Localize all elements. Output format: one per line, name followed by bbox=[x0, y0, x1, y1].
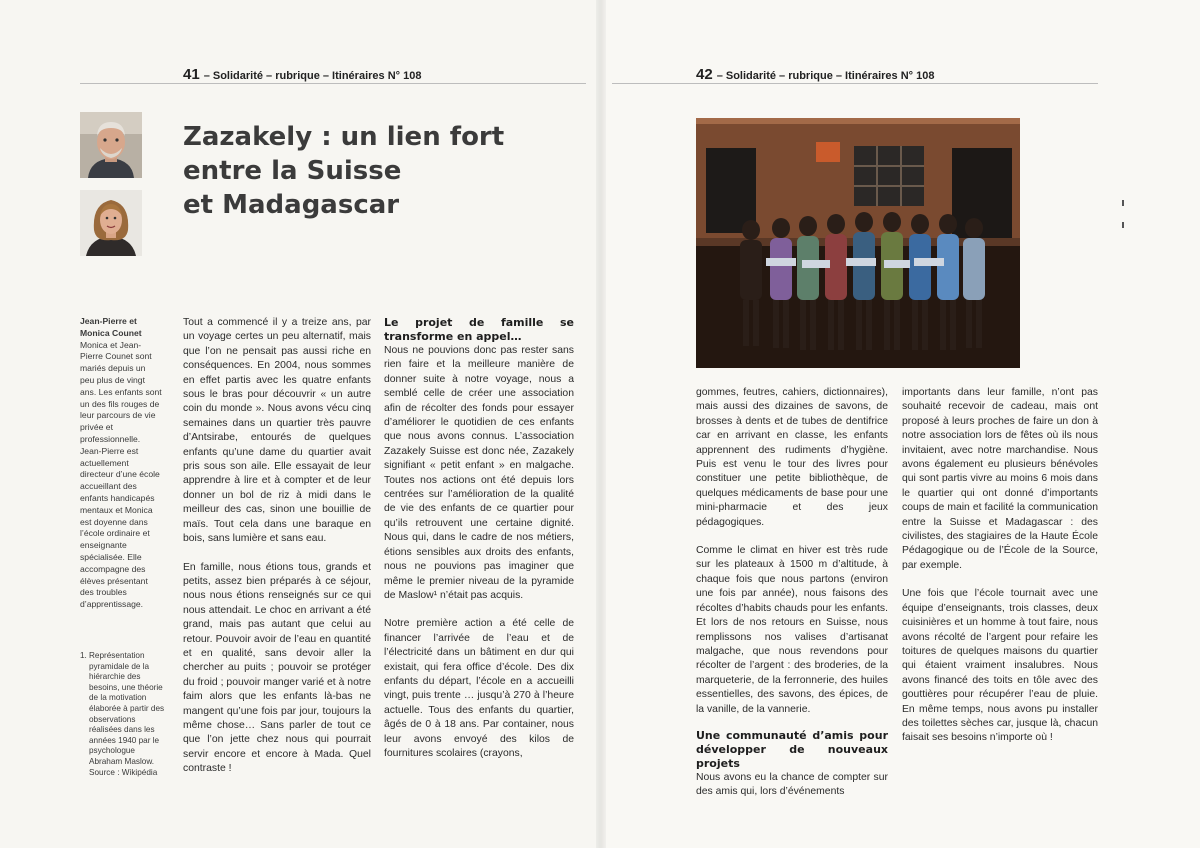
paragraph: Nous ne pouvions donc pas rester sans rien faire et la meilleure manière de donner suite à notre voyage, nous a semblé celle de créer une association afin de récolter des fonds pour essayer d’améliorer le quotidien de ces enfants que nous avons connus. L’association Zazakely Suisse est donc née, Zazakely signifiant « petit enfant » en malgache. Toutes nos actions ont été depuis lors centrées sur l’amélioration de la qualité de vie des enfants de ce quartier pour qu’ils retrouvent une certaine dignité. Nous qui, dans le cadre de nos métiers, étions sensibles aux droits des enfants, nous ne pouvions pas imaginer que même le premier niveau de la pyramide de Maslow¹ n’était pas acquis. bbox=[384, 345, 574, 601]
paragraph: gommes, feutres, cahiers, dictionnaires), mais aussi des dizaines de savons, de brosses à dents et de tubes de dentifrice car en arrivant en classe, les enfants apprennent des rudiments d’hygiène. Puis est venu le tour des livres pour constituer une petite bibliothèque, de quelques médicaments de base pour une mini-pharmacie et des jeux pédagogiques. bbox=[696, 387, 888, 528]
title-line-3: et Madagascar bbox=[183, 190, 400, 220]
running-head-right bbox=[696, 66, 934, 83]
footnote-text: Représentation pyramidale de la hiérarchie des besoins, une théorie de la motivation élaborée à partir des observations réalisées dans les années 1940 par le psychologue Abraham Maslow. Source : Wikipédia bbox=[89, 651, 165, 777]
section-heading-projet: Le projet de famille se transforme en appel… bbox=[384, 316, 574, 343]
paragraph: En famille, nous étions tous, grands et petits, assez bien préparés à ce séjour, nous nous étions renseignés sur ce qui nous attendait. Le choc en arrivant a été grand, mais pas autant que celui au retour. Pouvoir avoir de l’eau en quantité et en qualité, sans devoir aller la chercher au puits ; pouvoir se protéger du froid ; pouvoir manger varié et à notre faim alors que les enfants là-bas ne mangent qu’une fois par jour, toujours la même chose… Sans parler de tout ce que l’on jette chez nous qui pourrait servir encore et encore à Mada. Quel contraste ! bbox=[183, 561, 371, 775]
head-rule-right bbox=[612, 83, 1098, 84]
portrait-jean-pierre bbox=[80, 112, 142, 178]
title-line-2: entre la Suisse bbox=[183, 156, 402, 186]
column-4 bbox=[902, 386, 1098, 760]
footnote-number: 1. bbox=[80, 651, 87, 660]
edge-mark bbox=[1122, 200, 1124, 206]
footnote bbox=[80, 651, 166, 778]
paragraph: Nous avons eu la chance de compter sur des amis qui, lors d’événements bbox=[696, 771, 888, 798]
article-title bbox=[183, 120, 583, 222]
paragraph: Comme le climat en hiver est très rude sur les plateaux à 1500 m d’altitude, à chaque fois que nous partons (environ une fois par année), nous faisons des récoltes d’habits chauds pour les enfants. Et lors de nos retours en Suisse, nous remplissons nos valises d’artisanat malgache, que nous revendons pour récolter de l’argent : des broderies, de la marqueterie, de la ferronnerie, des huiles essentielles, des savons, des épices, de la vanille, de la vannerie. bbox=[696, 545, 888, 715]
author-names: Jean-Pierre et Monica Counet bbox=[80, 316, 142, 338]
children-photo bbox=[696, 118, 1020, 368]
column-3 bbox=[696, 386, 888, 814]
paragraph: Tout a commencé il y a treize ans, par un voyage certes un peu alternatif, mais que l’on ne pensait pas aussi riche en conséquences. En 2004, nous sommes en effet partis avec les quatre enfants sous le bras pour découvrir « un autre coin du monde ». Nous avons vécu cinq semaines dans un quartier très pauvre d’Antsirabe, entourés de quelques enfants qu’une dame du quartier avait pris sous son aile. Elle essayait de leur apprendre à lire et à compter et de leur donner un bol de riz à midi dans le meilleur des cas, sinon une bouillie de maïs. Tout cela dans une baraque en bois, sans lumière et sans eau. bbox=[183, 317, 371, 545]
edge-mark bbox=[1122, 222, 1124, 228]
page-gutter bbox=[596, 0, 606, 848]
paragraph: Une fois que l’école tournait avec une équipe d’enseignants, trois classes, deux cuisinières et un homme à tout faire, nous avons récolté de l’argent pour refaire les toitures de quelques maisons du quartier qui étaient vraiment insalubres. Nous avons financé des toits en tôle avec des gouttières pour récupérer l’eau de pluie. En même temps, nous avons pu installer des toilettes sèches car, jusque là, chacun faisait ses besoins n’importe où ! bbox=[902, 588, 1098, 744]
author-box bbox=[80, 316, 162, 611]
running-head-left bbox=[183, 66, 421, 83]
paragraph: Notre première action a été celle de financer l’arrivée de l’eau et de l’électricité dans un bâtiment en dur qui existait, qui fera office d’école. Des dix enfants du départ, l’école en a accueilli vingt, puis trente … jusqu’à 270 à l’heure actuelle. Tous des enfants du quartier, âgés de 0 à 18 ans. Par container, nous leur avons envoyé des kilos de fournitures scolaires (crayons, bbox=[384, 618, 574, 759]
author-bio: Monica et Jean-Pierre Counet sont mariés depuis un peu plus de vingt ans. Les enfants sont un des fils rouges de leur parcours de vie privée et professionnelle. Jean-Pierre est actuellement directeur d’une école accueillant des enfants handicapés mentaux et Monica est doyenne dans l’école ordinaire et enseignante spécialisée. Elle accompagne des élèves présentant des troubles d’apprentissage. bbox=[80, 339, 162, 610]
page-number-left: 41 bbox=[183, 66, 200, 83]
running-head-left-text: – Solidarité – rubrique – Itinéraires N° 108 bbox=[203, 70, 422, 82]
paragraph: importants dans leur famille, n’ont pas souhaité recevoir de cadeau, mais ont proposé à leurs proches de faire un don à notre association lors de fêtes où ils nous invitaient, avec notre marchandise. Nous avons également eu plusieurs bénévoles qui sont partis vivre au moins 6 mois dans le quartier qui ont donné d’importants coups de main et facilité la communication entre la Suisse et Madagascar : des civilistes, des stagiaires de la Haute École Pédagogique ou de l’École de la Source, par exemple. bbox=[902, 387, 1098, 571]
page-number-right: 42 bbox=[696, 66, 713, 83]
column-2 bbox=[384, 316, 574, 775]
title-line-1: Zazakely : un lien fort bbox=[183, 122, 505, 152]
section-heading-communaute: Une communauté d’amis pour développer de nouveaux projets bbox=[696, 728, 888, 770]
head-rule-left bbox=[80, 83, 586, 84]
portrait-monica bbox=[80, 190, 142, 256]
running-head-right-text: – Solidarité – rubrique – Itinéraires N° 108 bbox=[716, 70, 935, 82]
column-1 bbox=[183, 316, 371, 791]
